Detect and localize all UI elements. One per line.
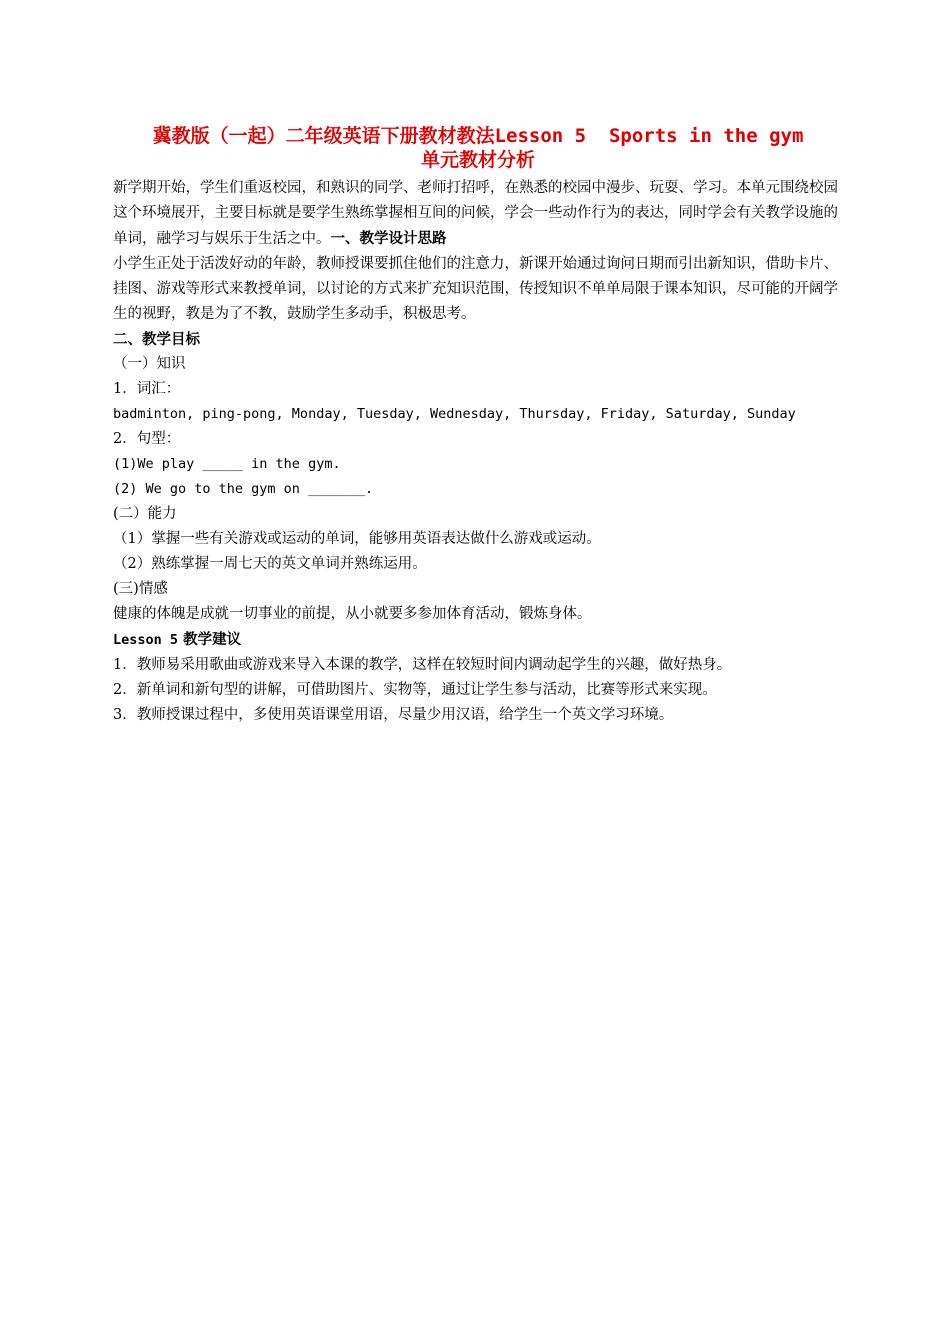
sentence-pattern-1: (1)We play _____ in the gym.	[113, 456, 341, 472]
document-page	[113, 124, 843, 728]
ability-heading: (二）能力	[113, 506, 177, 522]
title-line-2: 单元教材分析	[420, 149, 535, 171]
intro-paragraph	[113, 176, 843, 252]
title-line-1	[113, 124, 843, 148]
design-paragraph: 小学生正处于活泼好动的年龄，教师授课要抓住他们的注意力，新课开始通过询问日期而引出新知识，借助卡片、挂图、游戏等形式来教授单词，以讨论的方式来扩充知识范围，传授知识不单单局限于课本知识，尽可能的开阔学生的视野，教是为了不教，鼓励学生多动手，积极思考。	[113, 256, 838, 322]
vocab-label: 1．词汇：	[113, 381, 181, 397]
ability-item-1: （1）掌握一些有关游戏或运动的单词，能够用英语表达做什么游戏或运动。	[113, 531, 601, 547]
title-english: Lesson 5 Sports in the gym	[494, 125, 804, 147]
vocab-list: badminton, ping-pong, Monday, Tuesday, Wednesday, Thursday, Friday, Saturday, Sunday	[113, 406, 796, 422]
intro-text: 新学期开始，学生们重返校园，和熟识的同学、老师打招呼，在熟悉的校园中漫步、玩耍、学习。本单元围绕校园这个环境展开，主要目标就是要学生熟练掌握相互间的问候，学会一些动作行为的表达，同时学会有关教学设施的单词，融学习与娱乐于生活之中。	[113, 180, 838, 247]
emotion-text: 健康的体魄是成就一切事业的前提，从小就要多参加体育活动，锻炼身体。	[113, 606, 592, 622]
document-body	[113, 176, 843, 728]
emotion-heading: (三)情感	[113, 581, 168, 597]
sentence-pattern-2: (2) We go to the gym on _______.	[113, 481, 374, 497]
ability-item-2: （2）熟练掌握一周七天的英文单词并熟练运用。	[113, 556, 427, 572]
suggestions-heading-lesson: Lesson 5	[113, 632, 179, 648]
sentence-label: 2．句型：	[113, 431, 181, 447]
suggestion-item-3: 3．教师授课过程中，多使用英语课堂用语，尽量少用汉语，给学生一个英文学习环境。	[113, 707, 674, 723]
goals-heading: 二、教学目标	[113, 331, 200, 348]
design-heading: 一、教学设计思路	[330, 230, 447, 247]
document-title	[113, 124, 843, 172]
suggestion-item-2: 2．新单词和新句型的讲解，可借助图片、实物等，通过让学生参与活动，比赛等形式来实现。	[113, 682, 717, 698]
knowledge-heading: （一）知识	[113, 356, 186, 372]
suggestions-heading-text: 教学建议	[178, 631, 242, 648]
title-chinese: 冀教版（一起）二年级英语下册教材教法	[152, 125, 495, 147]
suggestion-item-1: 1．教师易采用歌曲或游戏来导入本课的教学，这样在较短时间内调动起学生的兴趣，做好热身。	[113, 657, 732, 673]
suggestions-heading	[113, 627, 843, 653]
